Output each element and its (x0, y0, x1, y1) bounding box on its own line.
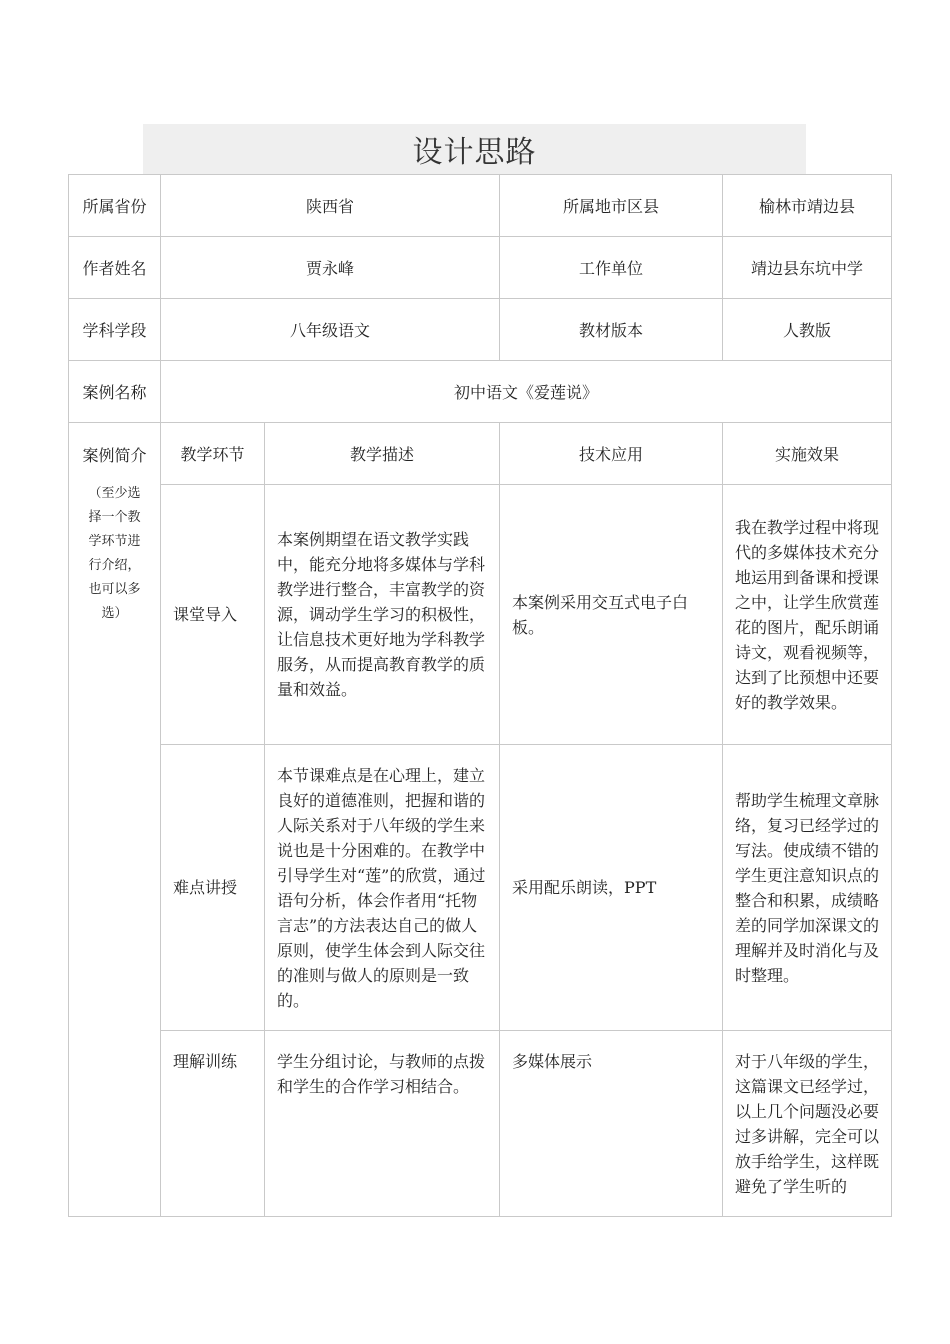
district-label: 所属地市区县 (500, 175, 723, 237)
subject-value: 八年级语文 (161, 299, 500, 361)
table-row (69, 1031, 892, 1217)
effect-cell: 对于八年级的学生，这篇课文已经学过，以上几个问题没必要过多讲解，完全可以放手给学生，这样既避免了学生听的 (723, 1031, 892, 1217)
stage-cell: 课堂导入 (161, 485, 265, 745)
case-intro-cell (69, 423, 161, 1217)
table-row (69, 299, 892, 361)
unit-value: 靖边县东坑中学 (723, 237, 892, 299)
page-title: 设计思路 (143, 124, 806, 174)
design-form-table (68, 174, 892, 1217)
description-cell: 本案例期望在语文教学实践中，能充分地将多媒体与学科教学进行整合，丰富教学的资源，调动学生学习的积极性，让信息技术更好地为学科教学服务，从而提高教育教学的质量和效益。 (265, 485, 500, 745)
table-row (69, 485, 892, 745)
edition-value: 人教版 (723, 299, 892, 361)
effect-cell: 我在教学过程中将现代的多媒体技术充分地运用到备课和授课之中，让学生欣赏莲花的图片，配乐朗诵诗文，观看视频等，达到了比预想中还要好的教学效果。 (723, 485, 892, 745)
effect-cell: 帮助学生梳理文章脉络，复习已经学过的写法。使成绩不错的学生更注意知识点的整合和积累，成绩略差的同学加深课文的理解并及时消化与及时整理。 (723, 745, 892, 1031)
description-cell: 学生分组讨论，与教师的点拨和学生的合作学习相结合。 (265, 1031, 500, 1217)
case-name-value: 初中语文《爱莲说》 (161, 361, 892, 423)
table-row (69, 175, 892, 237)
case-intro-note: （至少选择一个教学环节进行介绍，也可以多选） (88, 486, 141, 621)
case-intro-label: 案例简介 (82, 446, 147, 465)
header-description: 教学描述 (265, 423, 500, 485)
author-value: 贾永峰 (161, 237, 500, 299)
district-value: 榆林市靖边县 (723, 175, 892, 237)
tech-cell: 采用配乐朗读，PPT (500, 745, 723, 1031)
description-cell: 本节课难点是在心理上，建立良好的道德准则，把握和谐的人际关系对于八年级的学生来说也是十分困难的。在教学中引导学生对“莲”的欣赏，通过语句分析，体会作者用“托物言志”的方法表达自己的做人原则，使学生体会到人际交往的准则与做人的原则是一致的。 (265, 745, 500, 1031)
province-value: 陕西省 (161, 175, 500, 237)
header-tech: 技术应用 (500, 423, 723, 485)
unit-label: 工作单位 (500, 237, 723, 299)
table-row (69, 423, 892, 485)
header-effect: 实施效果 (723, 423, 892, 485)
tech-cell: 本案例采用交互式电子白板。 (500, 485, 723, 745)
stage-cell: 难点讲授 (161, 745, 265, 1031)
table-row (69, 361, 892, 423)
case-name-label: 案例名称 (69, 361, 161, 423)
stage-cell: 理解训练 (161, 1031, 265, 1217)
table-row (69, 745, 892, 1031)
edition-label: 教材版本 (500, 299, 723, 361)
subject-label: 学科学段 (69, 299, 161, 361)
header-stage: 教学环节 (161, 423, 265, 485)
table-row (69, 237, 892, 299)
province-label: 所属省份 (69, 175, 161, 237)
author-label: 作者姓名 (69, 237, 161, 299)
tech-cell: 多媒体展示 (500, 1031, 723, 1217)
